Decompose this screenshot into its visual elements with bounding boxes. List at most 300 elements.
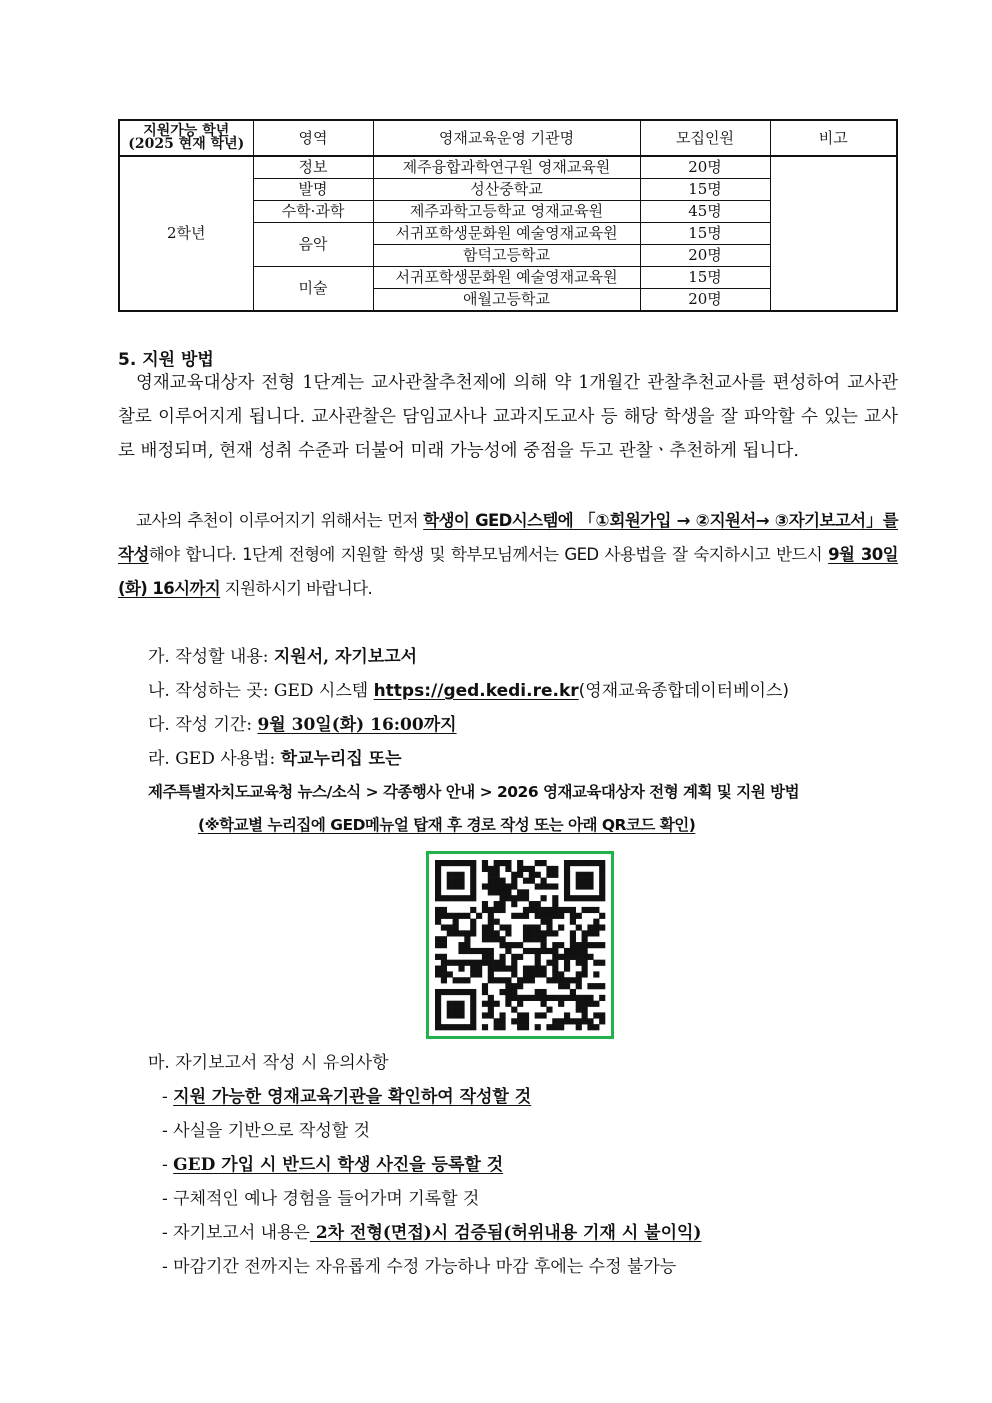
qr-module	[570, 907, 576, 913]
qr-module	[488, 883, 494, 889]
qr-module	[517, 995, 523, 1001]
qr-module	[523, 977, 529, 983]
qr-module	[587, 942, 593, 948]
qr-module	[517, 983, 523, 989]
qr-module	[593, 983, 599, 989]
qr-module	[470, 1012, 476, 1018]
qr-module	[546, 872, 552, 878]
qr-module	[564, 872, 570, 878]
qr-module	[441, 907, 447, 913]
qr-module	[529, 930, 535, 936]
institution-cell: 제주융합과학연구원 영재교육원	[373, 156, 640, 179]
item-na-label: 나. 작성하는 곳: GED 시스템	[148, 681, 374, 701]
grade-cell: 2학년	[119, 156, 253, 311]
qr-module	[447, 883, 453, 889]
qr-module	[464, 960, 470, 966]
qr-module	[494, 936, 500, 942]
qr-module	[582, 942, 588, 948]
qr-module	[546, 1024, 552, 1030]
qr-module	[576, 995, 582, 1001]
qr-module	[458, 942, 464, 948]
qr-module	[582, 936, 588, 942]
qr-module	[582, 860, 588, 866]
qr-module	[523, 971, 529, 977]
qr-module	[593, 1012, 599, 1018]
para2-text-e: 지원하시기 바랍니다.	[220, 579, 373, 598]
qr-module	[482, 983, 488, 989]
qr-module	[435, 1012, 441, 1018]
para2-text-a: 교사의 추천이 이루어지기 위해서는 먼저	[136, 511, 424, 530]
qr-module	[441, 977, 447, 983]
qr-module	[470, 1024, 476, 1030]
caution-3-text: GED 가입 시 반드시 학생 사진을 등록할 것	[173, 1155, 504, 1175]
qr-module	[470, 866, 476, 872]
qr-module	[470, 995, 476, 1001]
menu-path: 제주특별자치도교육청 뉴스/소식 > 각종행사 안내 > 2026 영재교육대상자 전형 계획 및 지원 방법	[148, 783, 800, 801]
qr-code[interactable]	[426, 851, 614, 1039]
qr-module	[488, 872, 494, 878]
qr-module	[482, 1001, 488, 1007]
qr-module	[576, 913, 582, 919]
note-cell	[770, 156, 897, 311]
qr-module	[488, 1001, 494, 1007]
qr-module	[505, 983, 511, 989]
qr-module	[564, 889, 570, 895]
qr-module	[587, 954, 593, 960]
paragraph-selection: 영재교육대상자 전형 1단계는 교사관찰추천제에 의해 약 1개월간 관찰추천교사를 편성하여 교사관찰로 이루어지게 됩니다. 교사관찰은 담임교사나 교과지도교사 등 해당 학생을 잘 파악할 수 있는 교사로 배정되며, 현재 성취 수준과 더불어 미래 가능성에 중점을 두고 관찰ㆍ추천하게 됩니다.	[118, 373, 898, 461]
qr-module	[505, 860, 511, 866]
qr-module	[453, 1024, 459, 1030]
qr-module	[470, 895, 476, 901]
qr-module	[523, 948, 529, 954]
qr-module	[523, 895, 529, 901]
qr-module	[447, 860, 453, 866]
qr-module	[599, 1012, 605, 1018]
qr-module	[447, 895, 453, 901]
qr-module	[517, 860, 523, 866]
quota-cell: 20명	[640, 289, 770, 312]
qr-module	[488, 1007, 494, 1013]
qr-module	[482, 1024, 488, 1030]
qr-module	[535, 1012, 541, 1018]
qr-module	[511, 895, 517, 901]
qr-module	[458, 960, 464, 966]
qr-module	[441, 971, 447, 977]
caution-item: - GED 가입 시 반드시 학생 사진을 등록할 것	[162, 1155, 504, 1175]
qr-module	[517, 889, 523, 895]
qr-module	[599, 866, 605, 872]
qr-module	[552, 866, 558, 872]
qr-module	[570, 989, 576, 995]
qr-module	[523, 1012, 529, 1018]
qr-module	[482, 1012, 488, 1018]
caution-item: - 구체적인 예나 경험을 들어가며 기록할 것	[162, 1189, 480, 1209]
qr-module	[541, 995, 547, 1001]
qr-module	[552, 966, 558, 972]
qr-module	[464, 913, 470, 919]
qr-module	[546, 913, 552, 919]
qr-module	[441, 913, 447, 919]
qr-module	[587, 883, 593, 889]
qr-module	[546, 960, 552, 966]
qr-module	[499, 954, 505, 960]
qr-module	[488, 889, 494, 895]
qr-module	[494, 907, 500, 913]
qr-module	[482, 866, 488, 872]
header-quota: 모집인원	[640, 120, 770, 156]
qr-module	[570, 919, 576, 925]
qr-module	[552, 960, 558, 966]
qr-module	[541, 989, 547, 995]
qr-module	[511, 1007, 517, 1013]
qr-module	[599, 960, 605, 966]
qr-module	[476, 966, 482, 972]
qr-module	[587, 860, 593, 866]
qr-module	[564, 1018, 570, 1024]
caution-item: - 마감기간 전까지는 자유롭게 수정 가능하나 마감 후에는 수정 불가능	[162, 1257, 677, 1277]
qr-module	[470, 1001, 476, 1007]
qr-module	[529, 901, 535, 907]
qr-module	[488, 954, 494, 960]
qr-module	[494, 860, 500, 866]
qr-module	[488, 995, 494, 1001]
qr-module	[453, 895, 459, 901]
qr-module	[499, 907, 505, 913]
qr-module	[529, 977, 535, 983]
qr-module	[435, 919, 441, 925]
qr-module	[552, 895, 558, 901]
qr-module	[564, 883, 570, 889]
item-ga	[148, 642, 417, 667]
qr-module	[511, 960, 517, 966]
qr-module	[499, 860, 505, 866]
qr-module	[470, 860, 476, 866]
quota-table	[118, 119, 898, 312]
qr-module	[523, 1024, 529, 1030]
qr-module	[593, 960, 599, 966]
qr-module	[464, 930, 470, 936]
qr-module	[470, 960, 476, 966]
qr-module	[453, 930, 459, 936]
qr-module	[511, 966, 517, 972]
qr-module	[582, 966, 588, 972]
qr-module	[541, 860, 547, 866]
qr-module	[470, 966, 476, 972]
item-ra-value: 학교누리집 또는	[280, 749, 402, 769]
qr-module	[587, 983, 593, 989]
qr-module	[458, 878, 464, 884]
qr-module	[499, 924, 505, 930]
qr-module	[435, 860, 441, 866]
qr-module	[517, 1012, 523, 1018]
qr-module	[535, 901, 541, 907]
header-area: 영역	[253, 120, 373, 156]
qr-module	[435, 1018, 441, 1024]
qr-module	[564, 977, 570, 983]
qr-module	[511, 878, 517, 884]
qr-module	[453, 1007, 459, 1013]
header-grade	[119, 120, 253, 156]
qr-module	[482, 989, 488, 995]
qr-module	[599, 995, 605, 1001]
qr-module	[587, 995, 593, 1001]
qr-module	[488, 948, 494, 954]
qr-module	[499, 942, 505, 948]
qr-module	[529, 966, 535, 972]
qr-module	[435, 942, 441, 948]
quota-cell: 15명	[640, 223, 770, 245]
qr-module	[535, 954, 541, 960]
qr-module	[435, 883, 441, 889]
qr-module	[541, 936, 547, 942]
qr-module	[576, 895, 582, 901]
qr-module	[453, 960, 459, 966]
qr-module	[447, 1024, 453, 1030]
qr-module	[488, 966, 494, 972]
qr-module	[582, 995, 588, 1001]
qr-module	[435, 971, 441, 977]
header-institution: 영재교육운영 기관명	[373, 120, 640, 156]
quota-cell: 45명	[640, 201, 770, 223]
qr-module	[441, 924, 447, 930]
qr-module	[458, 1012, 464, 1018]
institution-cell: 제주과학고등학교 영재교육원	[373, 201, 640, 223]
qr-module	[499, 889, 505, 895]
qr-module	[458, 948, 464, 954]
qr-module	[464, 989, 470, 995]
qr-module	[470, 971, 476, 977]
institution-cell: 서귀포학생문화원 예술영재교육원	[373, 267, 640, 289]
qr-module	[517, 977, 523, 983]
qr-module	[576, 977, 582, 983]
qr-module	[552, 1024, 558, 1030]
qr-module	[599, 860, 605, 866]
ged-link[interactable]: https://ged.kedi.re.kr	[373, 681, 579, 701]
qr-module	[447, 960, 453, 966]
qr-module	[599, 983, 605, 989]
qr-module	[558, 924, 564, 930]
qr-module	[517, 954, 523, 960]
qr-module	[441, 960, 447, 966]
item-ra-label: 라. GED 사용법:	[148, 749, 281, 769]
qr-module	[546, 995, 552, 1001]
qr-module	[453, 977, 459, 983]
qr-module	[529, 907, 535, 913]
qr-module	[570, 948, 576, 954]
qr-module	[546, 1007, 552, 1013]
qr-module	[523, 889, 529, 895]
qr-module	[470, 948, 476, 954]
qr-module	[494, 966, 500, 972]
qr-module	[558, 954, 564, 960]
qr-module	[505, 995, 511, 1001]
quota-cell: 20명	[640, 156, 770, 179]
qr-module	[464, 1024, 470, 1030]
qr-module	[593, 930, 599, 936]
qr-module	[505, 924, 511, 930]
qr-module	[582, 907, 588, 913]
qr-module	[576, 1007, 582, 1013]
qr-module	[435, 889, 441, 895]
qr-module	[535, 860, 541, 866]
qr-module	[523, 995, 529, 1001]
qr-module	[447, 930, 453, 936]
qr-module	[535, 872, 541, 878]
qr-module	[564, 954, 570, 960]
qr-module	[499, 977, 505, 983]
qr-module	[593, 907, 599, 913]
qr-module	[576, 948, 582, 954]
qr-module	[435, 954, 441, 960]
qr-module	[453, 989, 459, 995]
qr-module	[576, 1001, 582, 1007]
qr-module	[546, 883, 552, 889]
quota-cell: 15명	[640, 179, 770, 201]
qr-module	[470, 889, 476, 895]
qr-module	[523, 930, 529, 936]
qr-module	[453, 919, 459, 925]
qr-module	[529, 936, 535, 942]
qr-module	[458, 1001, 464, 1007]
para2-emphasis-deadline: 9월 30일(화) 16시까지	[118, 545, 899, 598]
qr-module	[576, 872, 582, 878]
qr-module	[476, 971, 482, 977]
qr-module	[488, 878, 494, 884]
area-cell: 수학·과학	[253, 201, 373, 223]
qr-module	[482, 924, 488, 930]
qr-module	[435, 1007, 441, 1013]
qr-module	[511, 989, 517, 995]
qr-module	[435, 895, 441, 901]
qr-module	[582, 960, 588, 966]
qr-module	[441, 1024, 447, 1030]
qr-module	[482, 936, 488, 942]
qr-module	[494, 960, 500, 966]
qr-module	[529, 995, 535, 1001]
qr-module	[587, 895, 593, 901]
qr-module	[488, 907, 494, 913]
item-ga-label: 가. 작성할 내용:	[148, 647, 274, 667]
qr-module	[564, 960, 570, 966]
qr-module	[523, 966, 529, 972]
qr-module	[535, 930, 541, 936]
paragraph-recommendation	[118, 504, 898, 606]
qr-module	[470, 1007, 476, 1013]
qr-module	[511, 872, 517, 878]
table-row	[119, 156, 897, 179]
qr-module	[552, 942, 558, 948]
qr-module	[552, 971, 558, 977]
qr-module	[499, 966, 505, 972]
qr-module	[494, 866, 500, 872]
qr-module	[599, 883, 605, 889]
qr-module	[582, 948, 588, 954]
qr-module	[552, 954, 558, 960]
qr-module	[499, 960, 505, 966]
qr-module	[505, 930, 511, 936]
qr-module	[494, 1018, 500, 1024]
qr-module	[435, 936, 441, 942]
qr-module	[541, 907, 547, 913]
qr-module	[576, 924, 582, 930]
caution-item: - 지원 가능한 영재교육기관을 확인하여 작성할 것	[162, 1087, 532, 1107]
qr-module	[552, 883, 558, 889]
institution-cell: 성산중학교	[373, 179, 640, 201]
qr-module	[523, 913, 529, 919]
qr-module	[488, 930, 494, 936]
qr-module	[576, 1024, 582, 1030]
qr-module	[541, 966, 547, 972]
qr-module	[535, 1024, 541, 1030]
qr-module	[570, 977, 576, 983]
qr-module	[517, 1024, 523, 1030]
qr-module	[470, 1018, 476, 1024]
qr-module	[587, 1024, 593, 1030]
header-grade-line1: 지원가능 학년	[143, 123, 230, 139]
qr-module	[441, 895, 447, 901]
qr-module	[458, 966, 464, 972]
qr-module	[599, 942, 605, 948]
qr-module	[476, 913, 482, 919]
qr-module	[552, 930, 558, 936]
item-na	[148, 676, 789, 701]
qr-module	[488, 960, 494, 966]
qr-module	[435, 995, 441, 1001]
qr-module	[535, 989, 541, 995]
qr-module	[541, 1012, 547, 1018]
item-ra	[148, 744, 402, 769]
qr-module	[453, 860, 459, 866]
institution-cell: 함덕고등학교	[373, 245, 640, 267]
area-cell: 미술	[253, 267, 373, 312]
qr-module	[494, 872, 500, 878]
qr-module	[546, 930, 552, 936]
qr-module	[593, 860, 599, 866]
item-na-suffix: (영재교육종합데이터베이스)	[578, 681, 790, 701]
qr-module	[576, 971, 582, 977]
qr-module	[505, 889, 511, 895]
qr-module	[447, 878, 453, 884]
qr-module	[494, 878, 500, 884]
qr-code-icon	[429, 854, 611, 1036]
qr-module	[464, 936, 470, 942]
qr-module	[564, 983, 570, 989]
cautions-section	[148, 1046, 701, 1284]
item-da	[148, 710, 457, 735]
qr-module	[435, 1024, 441, 1030]
qr-module	[593, 1001, 599, 1007]
qr-module	[499, 989, 505, 995]
menu-path-note: (※학교별 누리집에 GED메뉴얼 탑재 후 경로 작성 또는 아래 QR코드 확인)	[198, 816, 696, 834]
qr-module	[564, 895, 570, 901]
qr-module	[552, 1018, 558, 1024]
qr-module	[558, 983, 564, 989]
qr-module	[587, 930, 593, 936]
qr-module	[587, 1001, 593, 1007]
qr-module	[529, 878, 535, 884]
qr-module	[482, 960, 488, 966]
qr-module	[441, 936, 447, 942]
qr-module	[582, 930, 588, 936]
qr-module	[599, 878, 605, 884]
qr-module	[535, 960, 541, 966]
qr-module	[564, 948, 570, 954]
qr-module	[511, 913, 517, 919]
qr-module	[599, 895, 605, 901]
qr-module	[499, 883, 505, 889]
qr-module	[587, 907, 593, 913]
qr-module	[552, 913, 558, 919]
